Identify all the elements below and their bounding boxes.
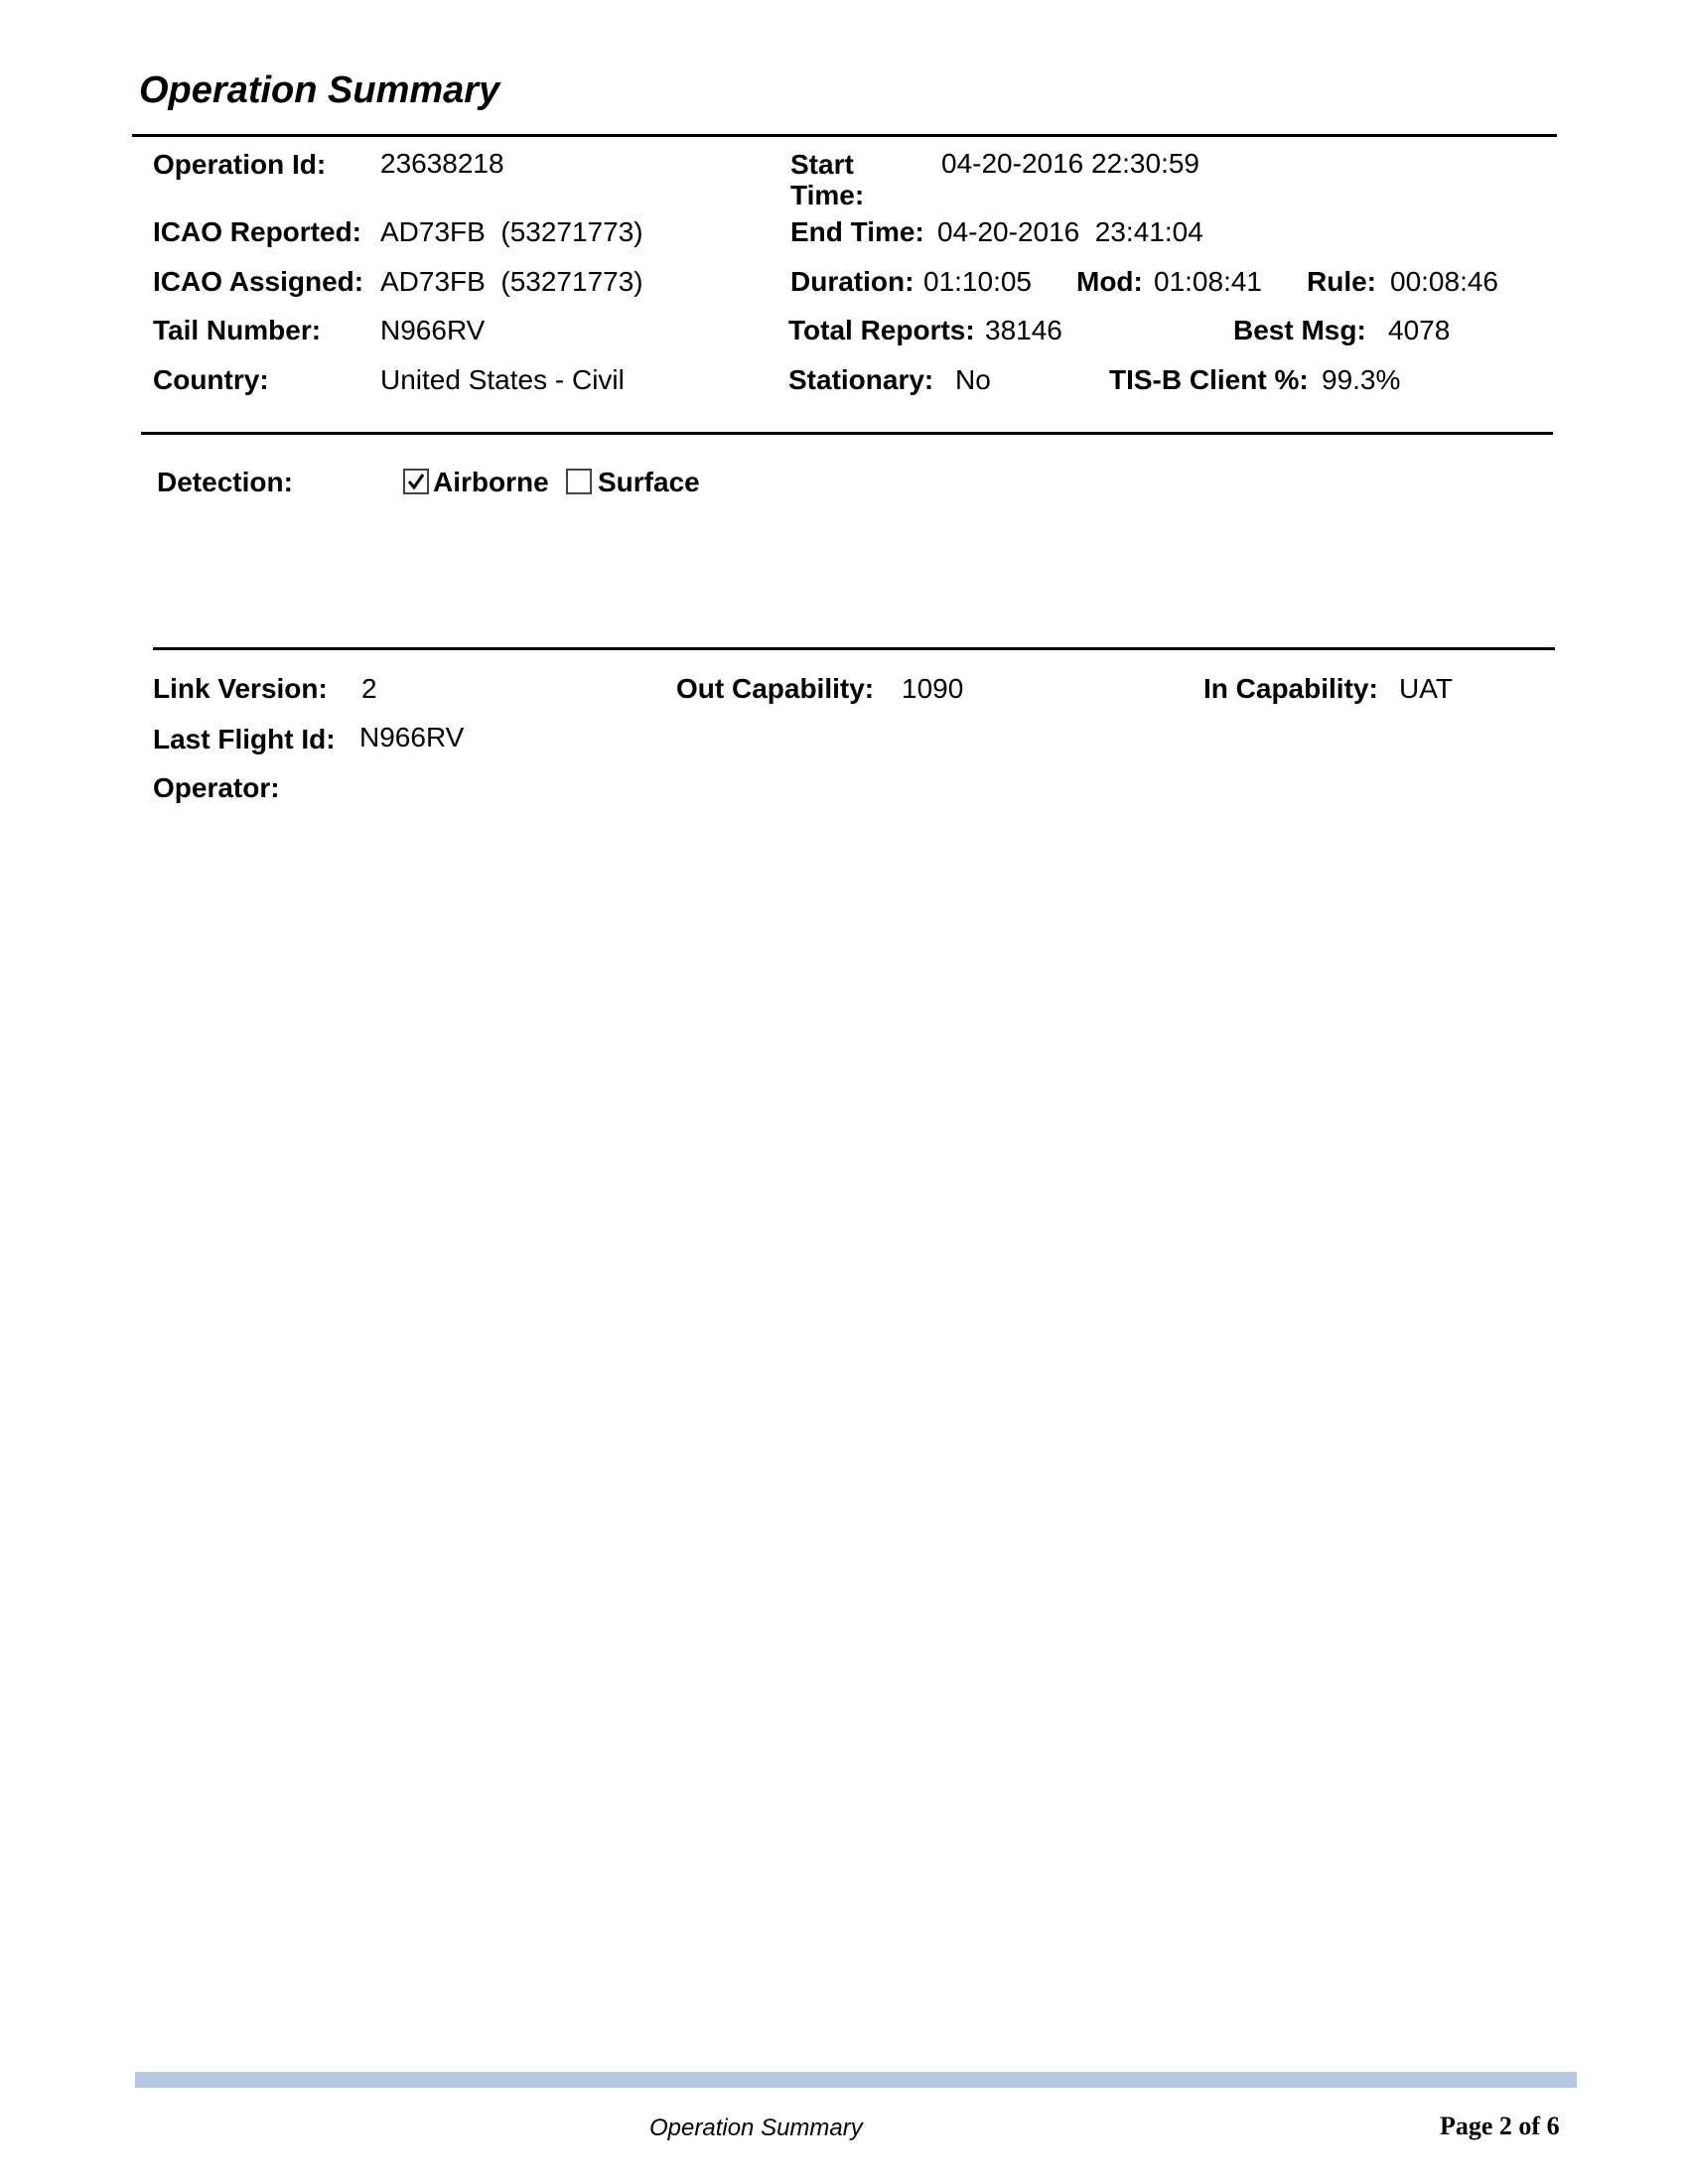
out-capability-value: 1090 <box>902 673 964 704</box>
footer-title: Operation Summary <box>649 2115 863 2141</box>
airborne-checkbox[interactable] <box>403 469 429 494</box>
link-version-label: Link Version: <box>153 673 328 704</box>
best-msg-value: 4078 <box>1388 315 1451 345</box>
title-divider <box>132 134 1557 137</box>
tisb-client-label: TIS-B Client %: <box>1109 364 1309 395</box>
operation-id-label: Operation Id: <box>153 149 327 180</box>
duration-label: Duration: <box>790 266 914 297</box>
icao-assigned-label: ICAO Assigned: <box>153 266 364 297</box>
in-capability-value: UAT <box>1399 673 1453 704</box>
detection-label: Detection: <box>157 467 293 497</box>
total-reports-value: 38146 <box>985 315 1062 345</box>
start-time-label-line1: Start <box>790 149 854 180</box>
surface-label: Surface <box>598 467 700 497</box>
icao-assigned-value: AD73FB (53271773) <box>380 266 643 297</box>
country-label: Country: <box>153 364 269 395</box>
start-time-value: 04-20-2016 22:30:59 <box>941 148 1199 179</box>
footer-bar <box>135 2072 1577 2088</box>
icao-reported-value: AD73FB (53271773) <box>380 216 643 247</box>
icao-reported-label: ICAO Reported: <box>153 216 361 247</box>
checkmark-icon <box>406 472 426 491</box>
summary-divider <box>141 432 1553 435</box>
out-capability-label: Out Capability: <box>676 673 875 704</box>
start-time-label-line2: Time: <box>790 180 865 210</box>
detection-divider <box>153 647 1555 650</box>
page-title: Operation Summary <box>139 69 500 111</box>
rule-label: Rule: <box>1307 266 1376 297</box>
link-version-value: 2 <box>361 673 377 704</box>
last-flight-id-label: Last Flight Id: <box>153 724 336 754</box>
stationary-label: Stationary: <box>788 364 934 395</box>
tail-number-label: Tail Number: <box>153 315 322 345</box>
surface-checkbox[interactable] <box>566 469 592 494</box>
stationary-value: No <box>955 364 991 395</box>
end-time-value: 04-20-2016 23:41:04 <box>937 216 1203 247</box>
country-value: United States - Civil <box>380 364 625 395</box>
best-msg-label: Best Msg: <box>1233 315 1366 345</box>
mod-label: Mod: <box>1076 266 1143 297</box>
total-reports-label: Total Reports: <box>788 315 975 345</box>
tail-number-value: N966RV <box>380 315 486 345</box>
duration-value: 01:10:05 <box>923 266 1032 297</box>
mod-value: 01:08:41 <box>1154 266 1262 297</box>
in-capability-label: In Capability: <box>1203 673 1378 704</box>
tisb-client-value: 99.3% <box>1322 364 1401 395</box>
operation-id-value: 23638218 <box>380 148 504 179</box>
airborne-label: Airborne <box>433 467 549 497</box>
rule-value: 00:08:46 <box>1390 266 1498 297</box>
end-time-label: End Time: <box>790 216 924 247</box>
last-flight-id-value: N966RV <box>359 722 465 752</box>
page-number: Page 2 of 6 <box>1440 2112 1560 2140</box>
operator-label: Operator: <box>153 772 280 803</box>
